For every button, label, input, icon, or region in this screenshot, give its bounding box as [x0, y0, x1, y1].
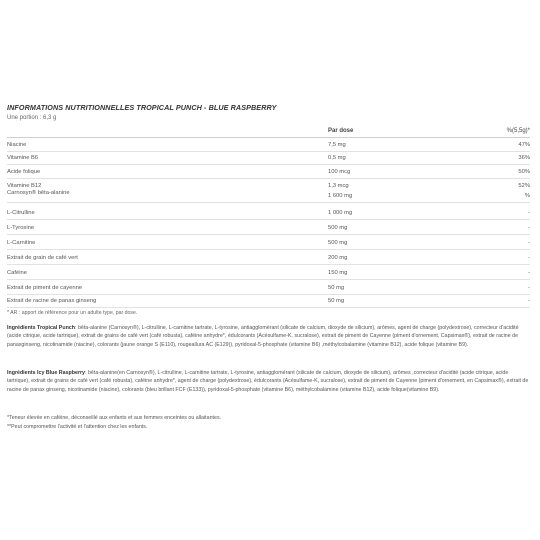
nutrient-dose: 500 mg: [328, 240, 348, 246]
nutrient-percent: 50%: [518, 169, 530, 175]
row-divider: [7, 264, 530, 265]
row-divider: [7, 151, 530, 152]
table-row: [7, 169, 530, 181]
table-row: [7, 155, 530, 167]
nutrition-title: INFORMATIONS NUTRITIONNELLES TROPICAL PUNCH - BLUE RASPBERRY: [7, 103, 277, 112]
nutrient-percent: -: [528, 225, 530, 231]
nutrient-dose: 150 mg: [328, 270, 348, 276]
nutrient-name: Vitamine B12: [7, 183, 42, 189]
footnote-caffeine: *Teneur élevée en caféine, déconseillé aux enfants et aux femmes enceintes ou allaitantes.: [7, 415, 222, 421]
table-row: [7, 298, 530, 310]
nutrient-percent: -: [528, 298, 530, 304]
row-divider: [7, 219, 530, 220]
ingredients-blue-label: Ingrédients Icy Blue Raspberry: [7, 370, 86, 376]
nutrient-dose: 7,5 mg: [328, 142, 346, 148]
nutrient-name: Extrait de racine de panax ginseng: [7, 298, 97, 304]
nutrient-dose: 500 mg: [328, 225, 348, 231]
row-divider: [7, 202, 530, 203]
nutrient-name: Niacine: [7, 142, 27, 148]
ingredients-tropical-label: Ingrédients Tropical Punch: [7, 325, 75, 331]
table-row: [7, 210, 530, 222]
ingredients-icy-blue-raspberry: [7, 369, 532, 394]
nutrient-dose: 1,3 mcg: [328, 183, 349, 189]
nutrient-dose: 1 000 mg: [328, 210, 353, 216]
nutrient-dose: 50 mg: [328, 298, 345, 304]
ingredients-blue-text: : bêta-alanine(en Carnosyn®), L-citrulline, L-carnitine tartrate, L-tyrosine, antiagglomérant (silicate de calcium, dioxyde de silicium), arômes ,correcteur d'acidité (acide citrique, acide tartrique), extrait de grains de café vert (café robusta), caféine anhydre*, agent de charge (polydextrose), édulcorants (Acésulfame-K, sucralose), extrait de piment de Cayenne (piment d'ornement, en Capsimax®), extrait de racine de panax ginseng, nicotinamide (niacine), colorants (bleu brillant FCF (E133)), pyridoxal-5-phosphate (vitamine B6), méthylcobalamine (vitamine B12), acide folique(vitamine B9).: [7, 370, 529, 393]
nutrient-percent: 36%: [518, 155, 530, 161]
row-divider: [7, 307, 530, 308]
table-row: [7, 270, 530, 282]
nutrient-dose: 50 mg: [328, 285, 345, 291]
footnote-children: **Peut compromettre l'activité et l'attention chez les enfants.: [7, 424, 148, 430]
table-row: [7, 183, 530, 199]
nutrient-name: Carnosyn® bêta-alanine: [7, 190, 70, 196]
table-row: [7, 285, 530, 297]
nutrient-percent: 52%: [518, 183, 530, 189]
nutrient-dose: 100 mcg: [328, 169, 351, 175]
portion-size: Une portion : 6,3 g: [7, 115, 57, 121]
nutrient-name: L-Citrulline: [7, 210, 35, 216]
nutrient-dose: 200 mg: [328, 255, 348, 261]
nutrient-percent: 47%: [518, 142, 530, 148]
row-divider: [7, 249, 530, 250]
nutrient-name: L-Tyrosine: [7, 225, 35, 231]
nutrient-percent: -: [528, 270, 530, 276]
nutrient-percent: -: [528, 255, 530, 261]
column-header-dose: Par dose: [328, 128, 354, 134]
nutrient-percent: %: [524, 193, 530, 199]
nutrient-percent: -: [528, 210, 530, 216]
row-divider: [7, 178, 530, 179]
table-row: [7, 255, 530, 267]
table-row: [7, 142, 530, 154]
nutrient-dose: 0,5 mg: [328, 155, 346, 161]
nutrient-percent: -: [528, 240, 530, 246]
header-divider: [7, 137, 530, 138]
nutrient-name: Caféine: [7, 270, 27, 276]
row-divider: [7, 234, 530, 235]
nutrient-name: Acide folique: [7, 169, 41, 175]
nutrient-name: Extrait de piment de cayenne: [7, 285, 83, 291]
column-header-percent: %(5,5g)*: [506, 128, 530, 134]
ingredients-tropical-punch: [7, 324, 532, 349]
row-divider: [7, 279, 530, 280]
nutrient-name: Extrait de grain de café vert: [7, 255, 78, 261]
nutrient-percent: -: [528, 285, 530, 291]
row-divider: [7, 164, 530, 165]
reference-note: * AR : apport de référence pour un adulte type, par dose.: [7, 310, 138, 316]
nutrient-name: L-Carnitine: [7, 240, 36, 246]
row-divider: [7, 294, 530, 295]
table-row: [7, 240, 530, 252]
nutrient-name: Vitamine B6: [7, 155, 39, 161]
ingredients-tropical-text: : bêta-alanine (Carnosyn®), L-citrulline, L-carnitine tartrate, L-tyrosine, antiagglomérant (silicate de calcium, dioxyde de silicium), arômes, agent de charge (polydextrose), correcteur d'acidité (acide citrique, acide tartrique), extrait de grains de café vert (café robusta), caféine anhydre*, édulcorants (Acésulfame-K, sucralose), extrait de piment de Cayenne (piment d'ornement, Capsimax®), extrait de racine de panaxginseng, nicotinamide (niacine), colorants (jaune orange S (E110), rougeallura AC (E129)), pyridoxal-5-phosphate (vitamine B6) ,méthylcobalamine (vitamine B12), acide folique (vitamine B9).: [7, 325, 519, 348]
nutrient-dose: 1 600 mg: [328, 193, 353, 199]
table-row: [7, 225, 530, 237]
